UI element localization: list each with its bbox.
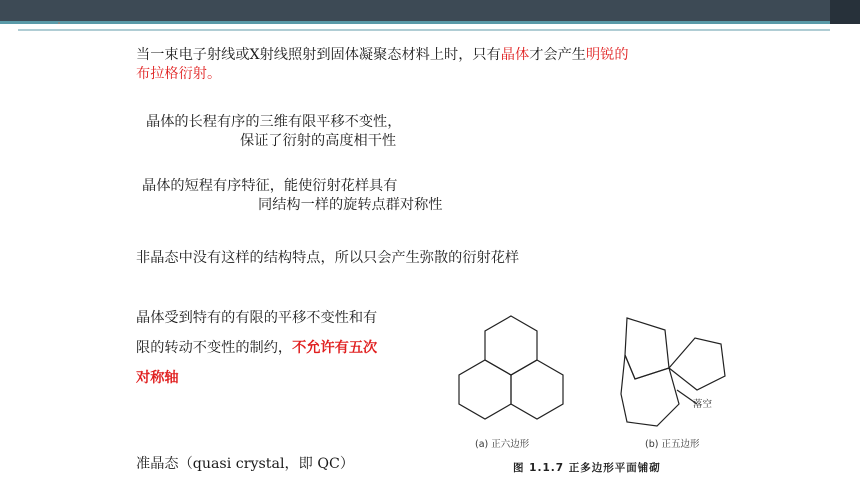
para3-line2: 同结构一样的旋转点群对称性 <box>258 197 443 213</box>
para1-highlight-crystal: 晶体 <box>500 47 530 63</box>
header-divider <box>18 29 830 31</box>
para2-line1: 晶体的长程有序的三维有限平移不变性， <box>146 114 402 130</box>
para1-line2: 布拉格衍射。 <box>136 66 222 82</box>
para5-line1: 晶体受到特有的有限的平移不变性和有 <box>136 310 378 326</box>
para5-line2 <box>136 339 377 358</box>
para5-line3: 对称轴 <box>136 370 179 386</box>
header-accent-line <box>0 21 860 24</box>
header-corner-block <box>830 0 860 24</box>
figure-caption: 图 1.1.7 正多边形平面铺砌 <box>513 462 661 474</box>
hexagon-top <box>485 316 537 375</box>
slide-header-bar <box>0 0 860 24</box>
tiling-diagram <box>445 308 745 480</box>
para1-highlight-sharp: 明锐的 <box>585 47 629 63</box>
para5-text: 限的转动不变性的制约， <box>136 340 293 356</box>
tiling-figure <box>445 308 745 480</box>
para4: 非晶态中没有这样的结构特点，所以只会产生弥散的衍射花样 <box>136 250 520 266</box>
para1-text: 当一束电子射线或X射线照射到固体凝聚态材料上时，只有 <box>136 47 501 63</box>
label-hexagon: (a) 正六边形 <box>475 439 530 450</box>
hexagon-bottom-left <box>459 360 511 419</box>
para2-line2: 保证了衍射的高度相干性 <box>240 133 397 149</box>
label-pentagon: (b) 正五边形 <box>645 439 700 450</box>
pentagon-right <box>669 338 725 390</box>
para3-line1: 晶体的短程有序特征，能使衍射花样具有 <box>142 178 398 194</box>
hexagon-bottom-right <box>511 360 563 419</box>
para5-highlight: 不允许有五次 <box>292 340 378 356</box>
para1-text-mid: 才会产生 <box>529 47 586 63</box>
para6: 准晶态（quasi crystal，即 QC） <box>136 456 355 472</box>
gap-label: 落空 <box>693 399 713 410</box>
para1-line1 <box>136 46 629 65</box>
decorative-dot <box>58 22 60 24</box>
